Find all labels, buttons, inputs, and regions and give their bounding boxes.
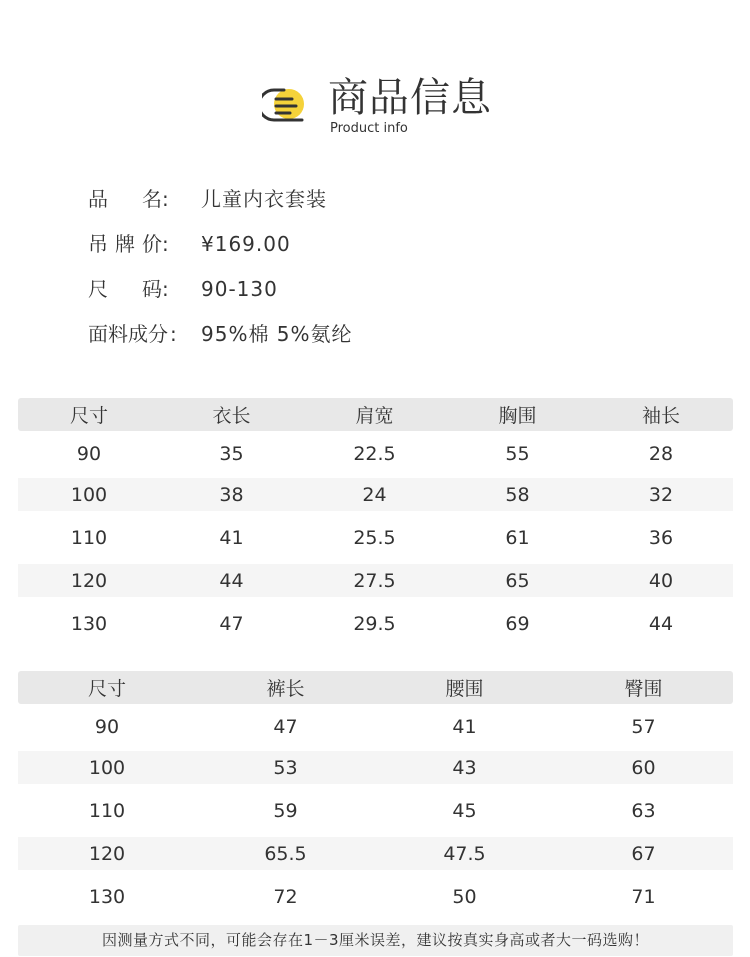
table-row: [18, 794, 733, 827]
product-info-list: [88, 185, 648, 365]
table-row: [18, 564, 733, 597]
measurement-note: 因测量方式不同，可能会存在1－3厘米误差，建议按真实身高或者大一码选购！: [18, 925, 733, 956]
table-cell: 130: [88, 885, 126, 908]
table-cell: 32: [648, 483, 674, 506]
table-cell: 120: [70, 569, 108, 592]
table-cell: 61: [505, 526, 530, 549]
bottom-size-table: [18, 671, 733, 913]
table-row: [18, 521, 733, 554]
info-colon: :: [170, 322, 177, 346]
table-header-cell: 臀围: [624, 678, 663, 700]
table-header: [18, 398, 733, 431]
table-header-cell: 衣长: [212, 405, 251, 427]
info-row-material: [88, 320, 648, 365]
table-cell: 43: [452, 756, 477, 779]
info-label-name: 品 名: [88, 187, 162, 211]
table-row: [18, 710, 733, 743]
table-cell: 24: [362, 483, 387, 506]
table-row: [18, 751, 733, 784]
table-row: [18, 478, 733, 511]
page-title: 商品信息: [328, 75, 492, 121]
table-cell: 71: [631, 885, 656, 908]
table-cell: 59: [273, 799, 298, 822]
table-cell: 110: [88, 799, 126, 822]
table-cell: 58: [505, 483, 530, 506]
info-label-size: 尺 码: [88, 277, 162, 301]
info-label-material: 面料成分: [88, 322, 168, 346]
info-value-size: 90-130: [201, 277, 278, 301]
info-label-price: 吊 牌 价: [88, 232, 162, 256]
table-cell: 130: [70, 612, 108, 635]
table-cell: 38: [219, 483, 244, 506]
table-row: [18, 837, 733, 870]
table-cell: 63: [631, 799, 656, 822]
info-value-price: ¥169.00: [201, 232, 291, 256]
table-cell: 29.5: [353, 612, 396, 635]
table-cell: 44: [219, 569, 244, 592]
page-header: [262, 74, 502, 136]
table-cell: 28: [648, 442, 674, 465]
info-value-material: 95%棉 5%氨纶: [201, 322, 353, 346]
document-lines-icon: [262, 84, 312, 126]
table-cell: 47: [219, 612, 244, 635]
table-cell: 36: [648, 526, 674, 549]
table-cell: 44: [648, 612, 674, 635]
table-row: [18, 607, 733, 640]
table-cell: 100: [88, 756, 126, 779]
table-header-cell: 尺寸: [69, 405, 108, 427]
table-cell: 40: [648, 569, 674, 592]
table-cell: 67: [631, 842, 656, 865]
table-cell: 55: [505, 442, 530, 465]
table-cell: 120: [88, 842, 126, 865]
info-value-name: 儿童内衣套装: [201, 187, 327, 211]
table-header-cell: 肩宽: [355, 405, 394, 427]
table-cell: 110: [70, 526, 108, 549]
table-row: [18, 437, 733, 470]
table-cell: 69: [505, 612, 530, 635]
table-cell: 50: [452, 885, 477, 908]
table-cell: 45: [452, 799, 477, 822]
table-cell: 27.5: [353, 569, 396, 592]
info-row-price: [88, 230, 648, 275]
table-cell: 22.5: [353, 442, 396, 465]
info-row-size: [88, 275, 648, 320]
table-cell: 65.5: [264, 842, 307, 865]
info-colon: :: [162, 232, 169, 256]
table-cell: 47: [273, 715, 298, 738]
table-header-cell: 尺寸: [87, 678, 126, 700]
table-cell: 65: [505, 569, 530, 592]
table-cell: 90: [76, 442, 102, 465]
table-cell: 100: [70, 483, 108, 506]
table-cell: 60: [631, 756, 656, 779]
table-cell: 53: [273, 756, 298, 779]
table-row: [18, 880, 733, 913]
table-cell: 41: [219, 526, 244, 549]
page-subtitle: Product info: [330, 121, 408, 136]
table-cell: 47.5: [443, 842, 486, 865]
table-header-cell: 腰围: [445, 678, 484, 700]
table-cell: 35: [219, 442, 244, 465]
table-cell: 90: [94, 715, 120, 738]
table-cell: 57: [631, 715, 656, 738]
info-colon: :: [162, 187, 169, 211]
table-cell: 72: [273, 885, 298, 908]
table-header-cell: 胸围: [498, 405, 537, 427]
table-header-cell: 裤长: [266, 678, 305, 700]
info-row-name: [88, 185, 648, 230]
table-cell: 41: [452, 715, 477, 738]
top-size-table: [18, 398, 733, 640]
info-colon: :: [162, 277, 169, 301]
table-header-cell: 袖长: [641, 405, 680, 427]
table-cell: 25.5: [353, 526, 396, 549]
table-header: [18, 671, 733, 704]
